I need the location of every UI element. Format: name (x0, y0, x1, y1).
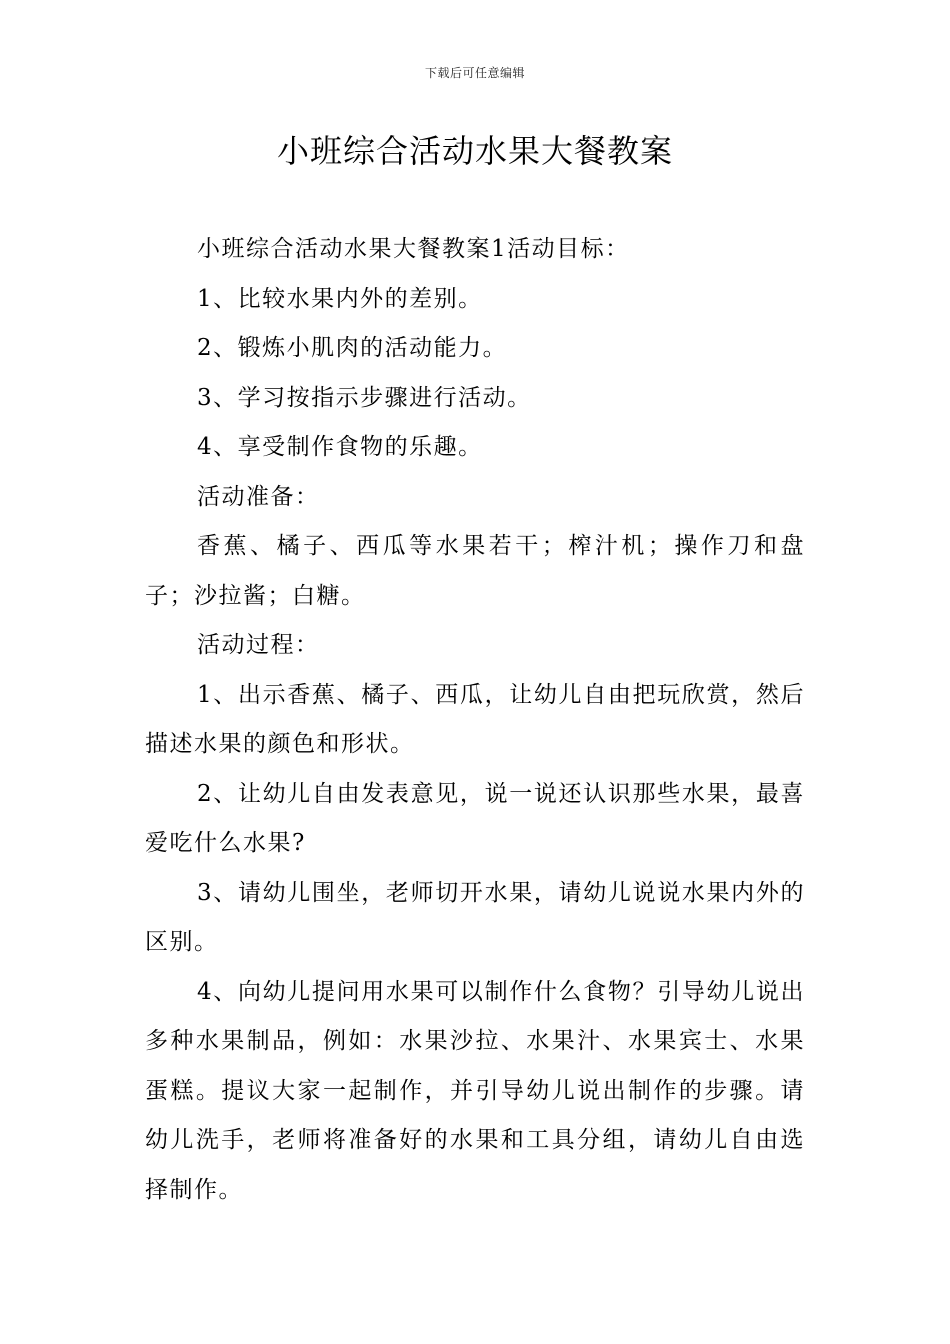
goal-item-3: 3、学习按指示步骤进行活动。 (197, 384, 532, 411)
process-step-3: 3、请幼儿围坐，老师切开水果，请幼儿说说水果内外的区别。 (145, 879, 805, 955)
document-title: 小班综合活动水果大餐教案 (276, 132, 673, 170)
section-heading-preparation: 活动准备： (197, 483, 320, 510)
process-step-4: 4、向幼儿提问用水果可以制作什么食物？引导幼儿说出多种水果制品，例如：水果沙拉、水果汁、水果宾士、水果蛋糕。提议大家一起制作，并引导幼儿说出制作的步骤。请幼儿洗手，老师将准备好的水果和工具分组，请幼儿自由选择制作。 (145, 978, 805, 1203)
process-step-1: 1、出示香蕉、橘子、西瓜，让幼儿自由把玩欣赏，然后描述水果的颜色和形状。 (145, 681, 805, 757)
goal-item-4: 4、享受制作食物的乐趣。 (197, 434, 483, 460)
preparation-materials: 香蕉、橘子、西瓜等水果若干；榨汁机；操作刀和盘子；沙拉酱；白糖。 (145, 533, 805, 609)
section-heading-process: 活动过程： (197, 632, 320, 658)
goal-item-2: 2、锻炼小肌肉的活动能力。 (197, 335, 508, 361)
process-step-2: 2、让幼儿自由发表意见，说一说还认识那些水果，最喜爱吃什么水果? (145, 780, 805, 856)
document-body (145, 225, 805, 1215)
paragraph-intro: 小班综合活动水果大餐教案1活动目标： (197, 236, 630, 262)
header-note: 下载后可任意编辑 (424, 66, 525, 80)
goal-item-1: 1、比较水果内外的差别。 (197, 285, 483, 312)
